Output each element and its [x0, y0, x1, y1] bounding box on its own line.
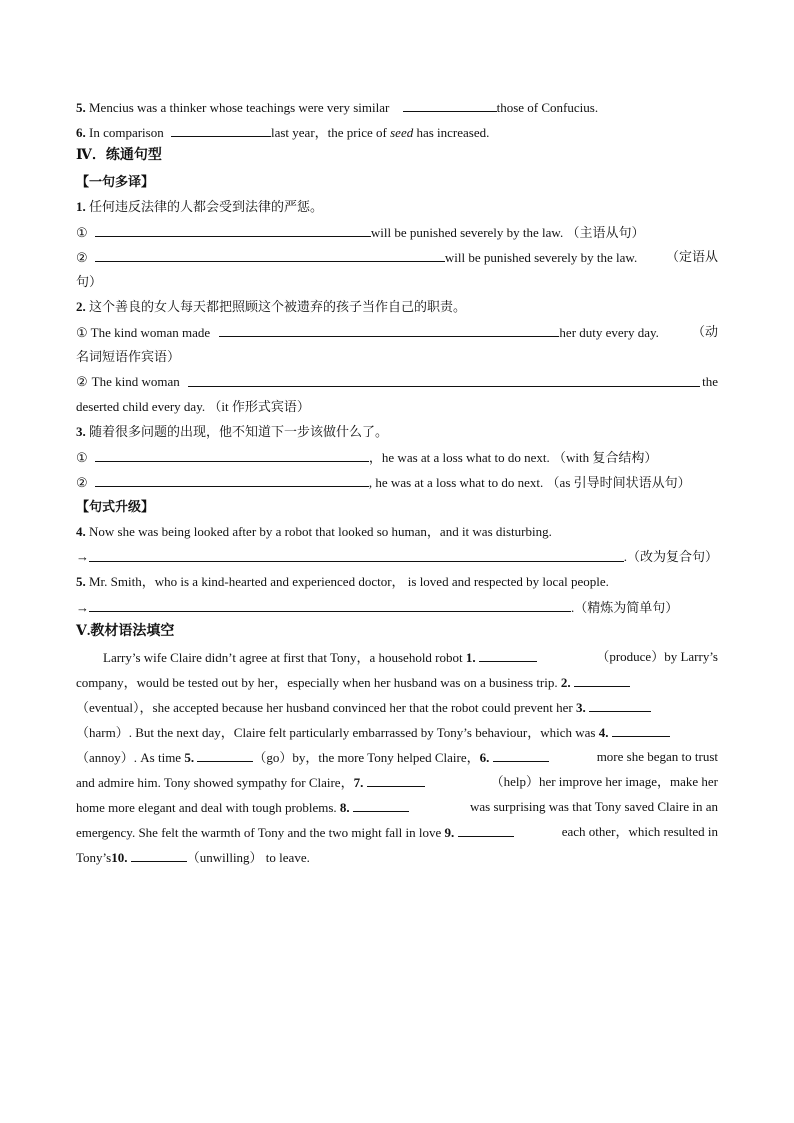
answer-blank[interactable]: [171, 123, 271, 137]
passage-line-6: and admire him. Tony showed sympathy for Claire，7. （help）her improve her image，make her: [76, 774, 718, 790]
sentence-3a: ① ，he was at a loss what to do next. （with 复合结构）: [76, 450, 658, 465]
answer-blank[interactable]: [458, 823, 514, 837]
passage-line-1: Larry’s wife Claire didn’t agree at first that Tony，a household robot 1. （produce）by Larry’s: [103, 649, 718, 665]
answer-blank[interactable]: [353, 798, 409, 812]
sentence-2b-cont: deserted child every day. （it 作形式宾语）: [76, 399, 310, 414]
sentence-2a: ① The kind woman made her duty every day. （动: [76, 324, 718, 340]
sentence-2-prompt: 2. 这个善良的女人每天都把照顾这个被遗弃的孩子当作自己的职责。: [76, 299, 467, 314]
sentence-3-prompt: 3. 随着很多问题的出现，他不知道下一步该做什么了。: [76, 424, 389, 439]
answer-blank[interactable]: [131, 848, 187, 862]
answer-blank[interactable]: [89, 548, 624, 562]
passage-line-9: Tony’s10. （unwilling） to leave.: [76, 850, 310, 865]
answer-blank[interactable]: [367, 773, 425, 787]
sentence-1-prompt: 1. 任何违反法律的人都会受到法律的严惩。: [76, 199, 324, 214]
sentence-5-prompt: 5. Mr. Smith，who is a kind-hearted and experienced doctor， is loved and respected by local people.: [76, 574, 609, 589]
question-5: 5. Mencius was a thinker whose teachings were very similar those of Confucius.: [76, 100, 599, 115]
answer-blank[interactable]: [95, 223, 371, 237]
sentence-3b: ② , he was at a loss what to do next. （as 引导时间状语从句）: [76, 475, 691, 490]
passage-line-2: company，would be tested out by her，especially when her husband was on a business trip. 2.: [76, 673, 718, 692]
sentence-5-answer: → .（精炼为简单句）: [76, 600, 679, 615]
answer-blank[interactable]: [188, 373, 700, 387]
answer-blank[interactable]: [574, 673, 630, 687]
answer-blank[interactable]: [479, 648, 537, 662]
answer-blank[interactable]: [493, 748, 549, 762]
answer-blank[interactable]: [403, 98, 497, 112]
subsection-title: 【一句多译】: [76, 174, 155, 189]
subsection-title: 【句式升级】: [76, 499, 155, 514]
answer-blank[interactable]: [95, 448, 369, 462]
sentence-1a: ① will be punished severely by the law. （主语从句）: [76, 225, 645, 240]
answer-blank[interactable]: [197, 748, 253, 762]
section-4-title: Ⅳ．练通句型: [76, 148, 162, 163]
answer-blank[interactable]: [95, 248, 445, 262]
answer-blank[interactable]: [89, 598, 571, 612]
answer-blank[interactable]: [95, 473, 369, 487]
sentence-4-answer: → .（改为复合句）: [76, 549, 718, 564]
passage-line-3: （eventual），she accepted because her husband convinced her that the robot could prevent her 3.: [76, 698, 718, 717]
sentence-1b: ② will be punished severely by the law. （定语从: [76, 249, 718, 265]
sentence-2a-note-cont: 名词短语作宾语）: [76, 349, 181, 364]
sentence-1b-note-cont: 句）: [76, 274, 103, 289]
sentence-4-prompt: 4. Now she was being looked after by a robot that looked so human，and it was disturbing.: [76, 524, 552, 539]
passage-line-4: （harm）. But the next day，Claire felt particularly embarrassed by Tony’s behaviour，which was 4.: [76, 723, 718, 742]
sentence-2b: ② The kind woman the: [76, 374, 718, 389]
question-6: 6. In comparison last year，the price of seed has increased.: [76, 125, 490, 140]
section-5-title: Ⅴ.教材语法填空: [76, 624, 175, 639]
passage-line-5: （annoy）. As time 5. （go）by，the more Tony helped Claire，6. more she began to trust: [76, 749, 718, 765]
answer-blank[interactable]: [612, 723, 670, 737]
passage-line-7: home more elegant and deal with tough problems. 8. was surprising was that Tony saved Claire in an: [76, 799, 718, 815]
answer-blank[interactable]: [219, 323, 559, 337]
answer-blank[interactable]: [589, 698, 651, 712]
passage-line-8: emergency. She felt the warmth of Tony and the two might fall in love 9. each other，which resulted in: [76, 824, 718, 840]
